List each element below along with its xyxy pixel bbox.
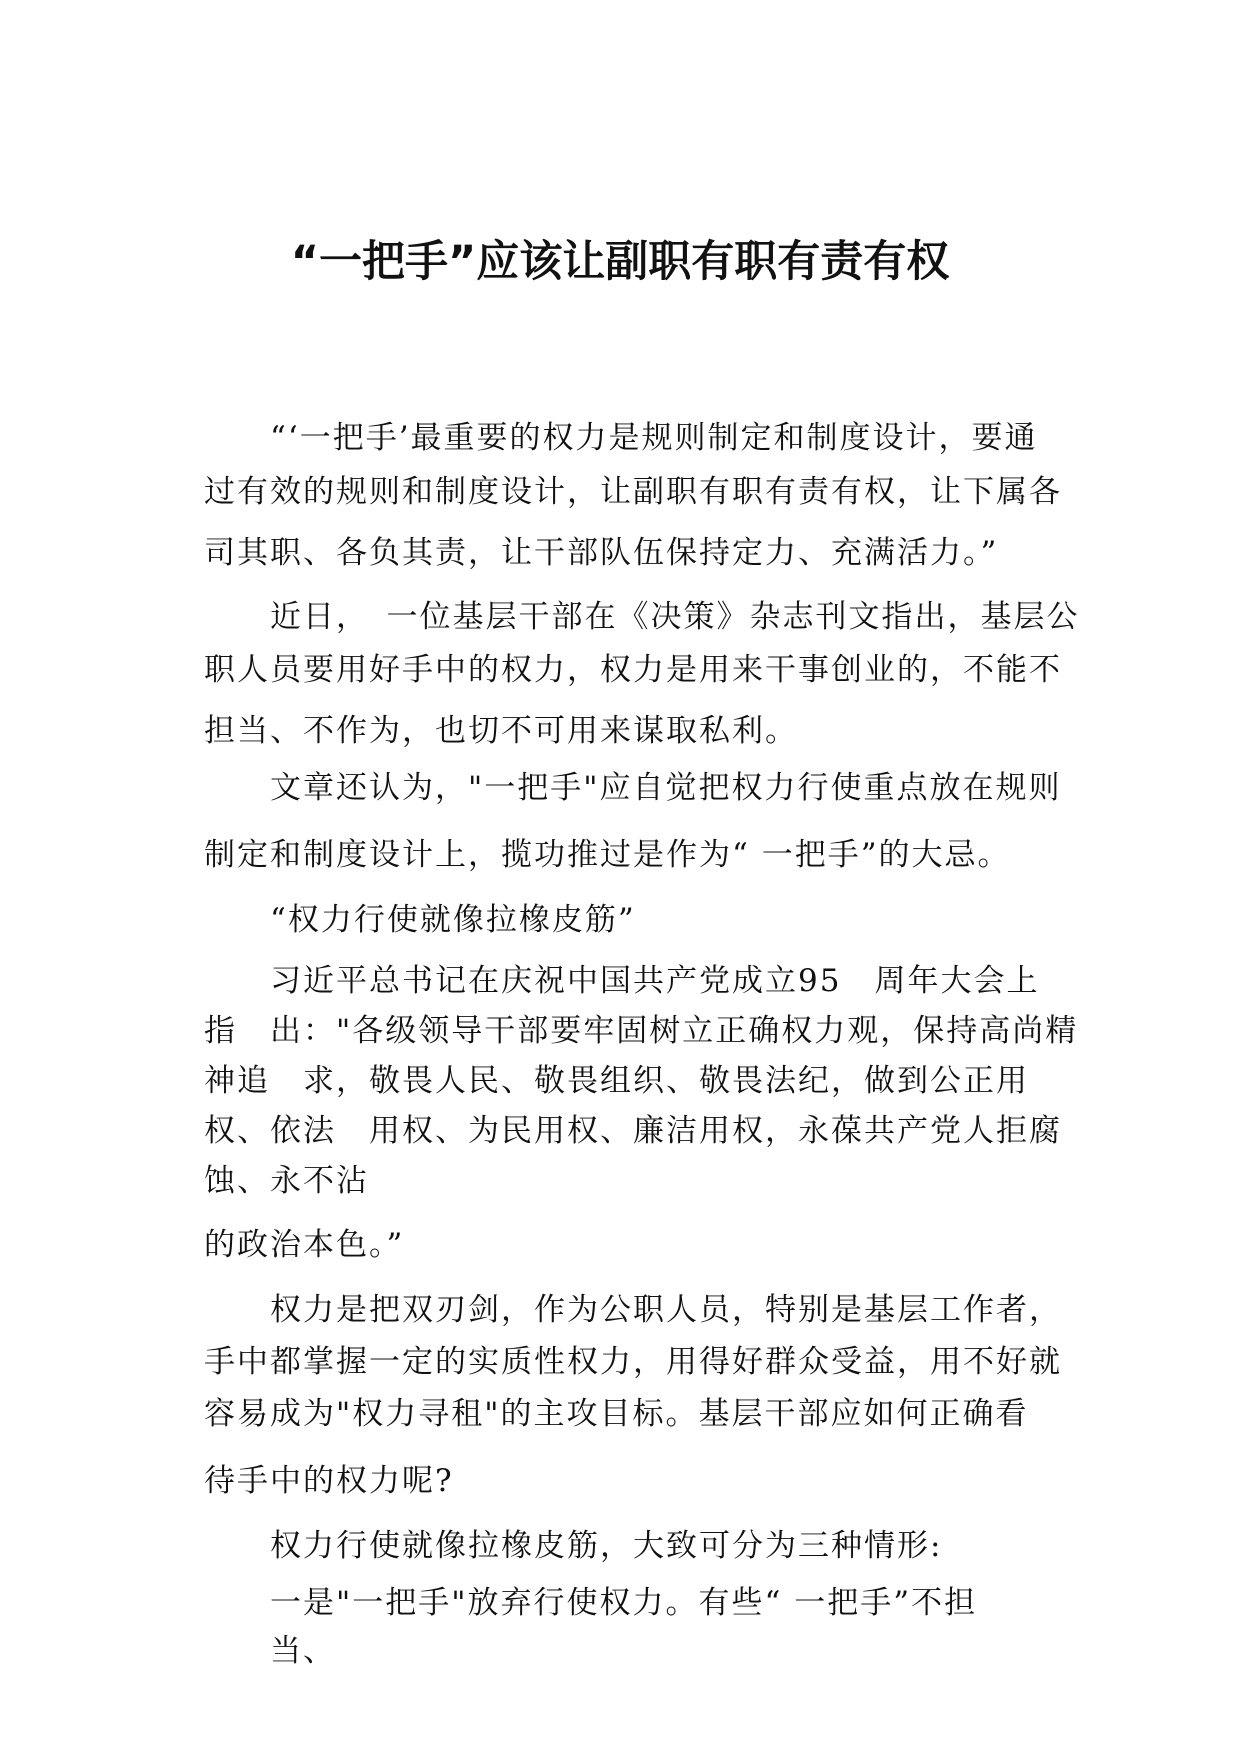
body-line-6: 担当、不作为，也切不可用来谋取私利。 xyxy=(204,713,798,749)
body-line-5: 职人员要用好手中的权力，权力是用来干事创业的，不能不 xyxy=(204,652,1062,688)
body-line-22: 当、 xyxy=(270,1633,336,1669)
body-line-14: 蚀、永不沾 xyxy=(204,1163,369,1199)
body-line-12: 神追 求，敬畏人民、敬畏组织、敬畏法纪，做到公正用 xyxy=(204,1063,1029,1099)
body-line-1: “‘一把手’最重要的权力是规则制定和制度设计，要通 xyxy=(270,420,1038,456)
body-line-20: 权力行使就像拉橡皮筋，大致可分为三种情形: xyxy=(270,1528,943,1564)
body-line-17: 手中都掌握一定的实质性权力，用得好群众受益，用不好就 xyxy=(204,1344,1062,1380)
body-line-19: 待手中的权力呢? xyxy=(204,1463,454,1499)
body-line-8: 制定和制度设计上，揽功推过是作为“ 一把手”的大忌。 xyxy=(204,837,1011,873)
body-line-10: 习近平总书记在庆祝中国共产党成立95 周年大会上 xyxy=(270,963,1040,999)
body-line-4: 近日， 一位基层干部在《决策》杂志刊文指出，基层公 xyxy=(270,599,1080,635)
body-line-7: 文章还认为，"一把手"应自觉把权力行使重点放在规则 xyxy=(270,770,1062,806)
body-line-3: 司其职、各负其责，让干部队伍保持定力、充满活力。” xyxy=(204,535,999,571)
body-line-16: 权力是把双刃剑，作为公职人员，特别是基层工作者， xyxy=(270,1292,1062,1328)
body-line-2: 过有效的规则和制度设计，让副职有职有责有权，让下属各 xyxy=(204,474,1062,510)
section-heading: “权力行使就像拉橡皮筋” xyxy=(270,902,636,938)
body-line-11: 指 出："各级领导干部要牢固树立正确权力观，保持高尚精 xyxy=(204,1013,1079,1049)
document-title: “一把手”应该让副职有职有责有权 xyxy=(290,237,950,287)
body-line-15: 的政治本色。” xyxy=(204,1227,405,1263)
body-line-13: 权、依法 用权、为民用权、廉洁用权，永葆共产党人拒腐 xyxy=(204,1113,1062,1149)
body-line-18: 容易成为"权力寻租"的主攻目标。基层干部应如何正确看 xyxy=(204,1396,1029,1432)
body-line-21: 一是"一把手"放弃行使权力。有些“ 一把手”不担 xyxy=(270,1585,978,1621)
